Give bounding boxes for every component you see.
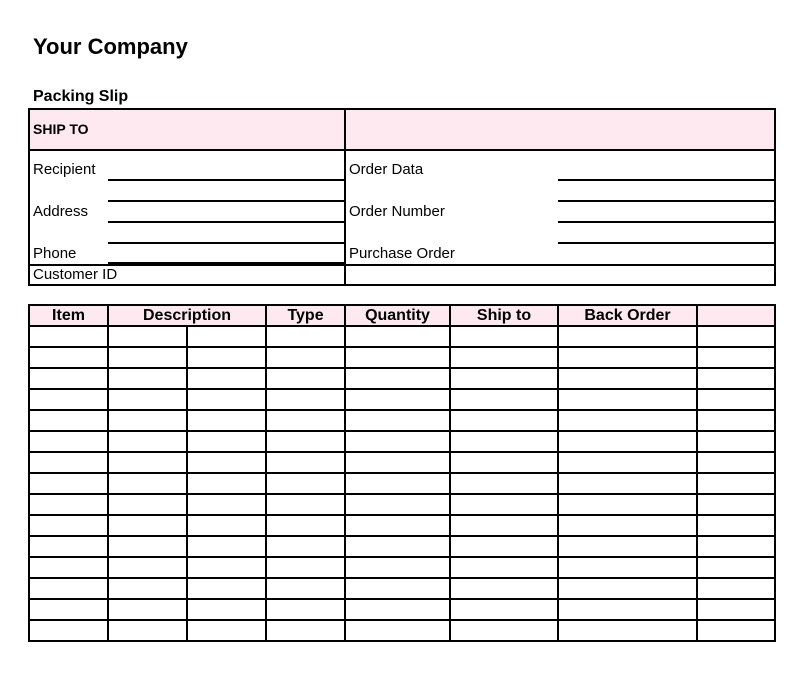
table-cell[interactable]	[266, 410, 345, 431]
table-cell[interactable]	[187, 536, 266, 557]
table-cell[interactable]	[29, 389, 108, 410]
table-cell[interactable]	[187, 620, 266, 641]
address-line[interactable]	[108, 221, 344, 223]
table-cell[interactable]	[29, 431, 108, 452]
table-cell[interactable]	[558, 326, 697, 347]
table-cell[interactable]	[266, 620, 345, 641]
table-cell[interactable]	[558, 536, 697, 557]
ship-to-column-header: Ship to	[450, 305, 558, 326]
recipient-line[interactable]	[108, 179, 344, 181]
table-cell[interactable]	[345, 347, 450, 368]
table-cell[interactable]	[108, 557, 187, 578]
table-cell[interactable]	[697, 515, 775, 536]
table-cell[interactable]	[697, 431, 775, 452]
table-cell[interactable]	[108, 620, 187, 641]
table-cell[interactable]	[450, 515, 558, 536]
table-row	[29, 599, 775, 620]
table-row	[29, 410, 775, 431]
items-table	[28, 304, 776, 642]
table-cell[interactable]	[558, 473, 697, 494]
table-cell[interactable]	[29, 557, 108, 578]
table-cell[interactable]	[266, 326, 345, 347]
table-cell[interactable]	[29, 452, 108, 473]
table-cell[interactable]	[266, 536, 345, 557]
table-cell[interactable]	[108, 494, 187, 515]
document-title: Packing Slip	[33, 88, 129, 105]
table-cell[interactable]	[450, 347, 558, 368]
table-cell[interactable]	[450, 494, 558, 515]
table-cell[interactable]	[187, 473, 266, 494]
table-cell[interactable]	[29, 578, 108, 599]
table-cell[interactable]	[450, 599, 558, 620]
table-cell[interactable]	[697, 368, 775, 389]
table-cell[interactable]	[108, 599, 187, 620]
table-cell[interactable]	[697, 473, 775, 494]
table-cell[interactable]	[29, 368, 108, 389]
table-cell[interactable]	[558, 368, 697, 389]
table-cell[interactable]	[108, 347, 187, 368]
table-cell[interactable]	[450, 620, 558, 641]
table-cell[interactable]	[558, 410, 697, 431]
table-cell[interactable]	[266, 557, 345, 578]
table-cell[interactable]	[108, 473, 187, 494]
table-cell[interactable]	[558, 494, 697, 515]
recipient-label: Recipient	[33, 161, 96, 178]
table-cell[interactable]	[29, 494, 108, 515]
table-cell[interactable]	[108, 515, 187, 536]
table-cell[interactable]	[450, 368, 558, 389]
table-cell[interactable]	[187, 410, 266, 431]
ship-to-section	[28, 108, 776, 286]
table-cell[interactable]	[558, 347, 697, 368]
table-row	[29, 326, 775, 347]
table-row	[29, 578, 775, 599]
table-cell[interactable]	[266, 578, 345, 599]
table-row	[29, 389, 775, 410]
table-cell[interactable]	[697, 452, 775, 473]
table-cell[interactable]	[697, 494, 775, 515]
table-cell[interactable]	[108, 389, 187, 410]
table-cell[interactable]	[266, 473, 345, 494]
table-cell[interactable]	[450, 452, 558, 473]
table-cell[interactable]	[558, 431, 697, 452]
table-row	[29, 494, 775, 515]
table-cell[interactable]	[345, 326, 450, 347]
table-cell[interactable]	[697, 347, 775, 368]
table-row	[29, 536, 775, 557]
table-cell[interactable]	[345, 368, 450, 389]
quantity-column-header: Quantity	[345, 305, 450, 326]
table-cell[interactable]	[187, 452, 266, 473]
table-cell[interactable]	[345, 620, 450, 641]
order-number-line[interactable]	[558, 221, 774, 223]
table-cell[interactable]	[345, 578, 450, 599]
table-cell[interactable]	[345, 452, 450, 473]
table-cell[interactable]	[187, 347, 266, 368]
items-body	[29, 326, 775, 641]
order-info-header	[346, 110, 774, 151]
table-cell[interactable]	[29, 515, 108, 536]
table-row	[29, 452, 775, 473]
table-cell[interactable]	[187, 578, 266, 599]
table-cell[interactable]	[558, 578, 697, 599]
table-cell[interactable]	[450, 326, 558, 347]
phone-label: Phone	[33, 245, 77, 262]
table-cell[interactable]	[108, 326, 187, 347]
table-cell[interactable]	[345, 389, 450, 410]
purchase-order-label: Purchase Order	[349, 245, 455, 262]
order-number-line-2[interactable]	[558, 242, 774, 244]
table-cell[interactable]	[187, 431, 266, 452]
table-cell[interactable]	[266, 389, 345, 410]
table-cell[interactable]	[29, 536, 108, 557]
table-cell[interactable]	[29, 473, 108, 494]
table-cell[interactable]	[345, 431, 450, 452]
table-row	[29, 557, 775, 578]
table-cell[interactable]	[345, 599, 450, 620]
table-cell[interactable]	[697, 389, 775, 410]
address-line-2[interactable]	[108, 242, 344, 244]
ship-to-divider	[344, 110, 346, 284]
table-cell[interactable]	[345, 473, 450, 494]
company-name: Your Company	[33, 34, 188, 59]
table-cell[interactable]	[108, 452, 187, 473]
table-cell[interactable]	[187, 326, 266, 347]
table-cell[interactable]	[266, 452, 345, 473]
order-number-label: Order Number	[349, 203, 445, 220]
table-cell[interactable]	[558, 599, 697, 620]
table-row	[29, 473, 775, 494]
table-cell[interactable]	[108, 368, 187, 389]
table-cell[interactable]	[450, 578, 558, 599]
type-column-header: Type	[266, 305, 345, 326]
table-cell[interactable]	[266, 515, 345, 536]
table-cell[interactable]	[345, 410, 450, 431]
table-cell[interactable]	[558, 557, 697, 578]
table-cell[interactable]	[345, 515, 450, 536]
table-cell[interactable]	[450, 389, 558, 410]
table-cell[interactable]	[345, 536, 450, 557]
table-cell[interactable]	[29, 410, 108, 431]
item-column-header: Item	[29, 305, 108, 326]
table-row	[29, 515, 775, 536]
table-row	[29, 347, 775, 368]
items-header-row	[29, 305, 775, 326]
table-cell[interactable]	[266, 368, 345, 389]
table-cell[interactable]	[266, 494, 345, 515]
table-cell[interactable]	[187, 557, 266, 578]
table-cell[interactable]	[187, 599, 266, 620]
table-cell[interactable]	[345, 494, 450, 515]
table-cell[interactable]	[697, 578, 775, 599]
table-cell[interactable]	[266, 431, 345, 452]
order-data-line[interactable]	[558, 179, 774, 181]
order-data-label: Order Data	[349, 161, 424, 178]
table-cell[interactable]	[558, 452, 697, 473]
table-cell[interactable]	[450, 557, 558, 578]
order-data-line-2[interactable]	[558, 200, 774, 202]
table-cell[interactable]	[558, 620, 697, 641]
table-cell[interactable]	[697, 620, 775, 641]
table-cell[interactable]	[187, 494, 266, 515]
table-cell[interactable]	[187, 389, 266, 410]
ship-to-header-label: SHIP TO	[33, 121, 89, 137]
table-row	[29, 368, 775, 389]
table-cell[interactable]	[108, 536, 187, 557]
table-cell[interactable]	[108, 431, 187, 452]
recipient-line-2[interactable]	[108, 200, 344, 202]
table-cell[interactable]	[108, 578, 187, 599]
table-cell[interactable]	[450, 431, 558, 452]
table-cell[interactable]	[450, 473, 558, 494]
table-cell[interactable]	[697, 326, 775, 347]
ship-to-header	[30, 110, 344, 151]
table-cell[interactable]	[266, 347, 345, 368]
table-cell[interactable]	[697, 410, 775, 431]
table-cell[interactable]	[266, 599, 345, 620]
table-cell[interactable]	[697, 536, 775, 557]
blank-column-header	[697, 305, 775, 326]
table-cell[interactable]	[345, 557, 450, 578]
table-cell[interactable]	[108, 410, 187, 431]
table-cell[interactable]	[29, 620, 108, 641]
table-cell[interactable]	[29, 347, 108, 368]
table-cell[interactable]	[697, 599, 775, 620]
table-cell[interactable]	[29, 599, 108, 620]
table-cell[interactable]	[187, 368, 266, 389]
table-cell[interactable]	[697, 557, 775, 578]
ship-to-bottom-rule	[30, 264, 774, 266]
table-row	[29, 431, 775, 452]
table-cell[interactable]	[558, 515, 697, 536]
table-cell[interactable]	[450, 410, 558, 431]
table-row	[29, 620, 775, 641]
table-cell[interactable]	[558, 389, 697, 410]
table-cell[interactable]	[29, 326, 108, 347]
table-cell[interactable]	[187, 515, 266, 536]
back-order-column-header: Back Order	[558, 305, 697, 326]
description-column-header: Description	[108, 305, 266, 326]
customer-id-label: Customer ID	[33, 266, 118, 283]
address-label: Address	[33, 203, 89, 220]
table-cell[interactable]	[450, 536, 558, 557]
